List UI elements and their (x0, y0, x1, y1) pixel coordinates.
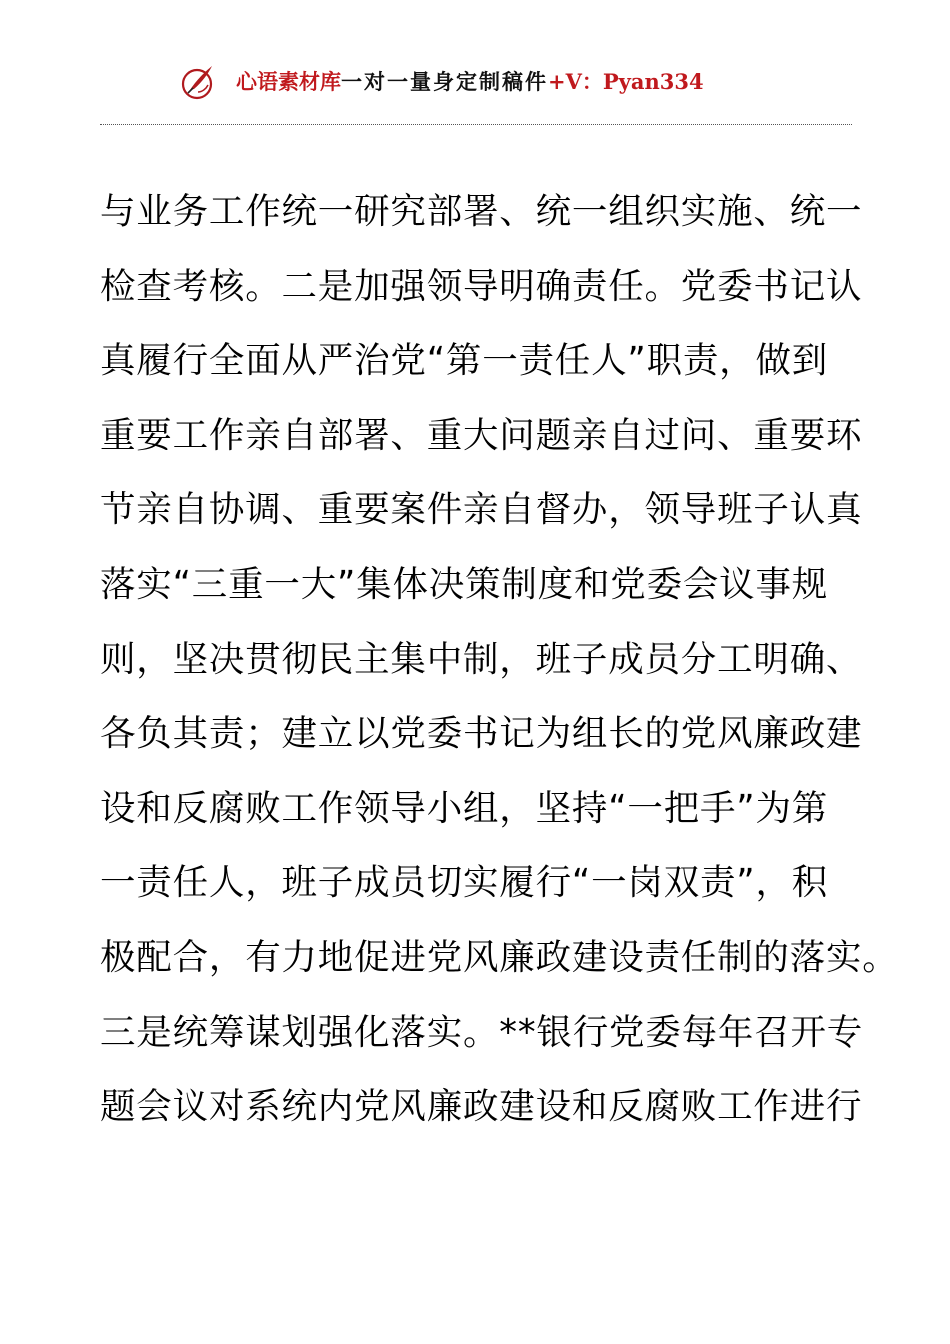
document-body (100, 175, 899, 1145)
text-line: 重要工作亲自部署、重大问题亲自过问、重要环 (100, 414, 863, 456)
text-line: 三是统筹谋划强化落实。**银行党委每年召开专 (100, 1011, 864, 1053)
text-line: 极配合，有力地促进党风廉政建设责任制的落实。 (100, 936, 899, 978)
page-header (0, 56, 950, 110)
text-line: 设和反腐败工作领导小组，坚持“一把手”为第 (100, 787, 829, 829)
text-line: 落实“三重一大”集体决策制度和党委会议事规 (100, 563, 829, 605)
text-line: 检查考核。二是加强领导明确责任。党委书记认 (100, 265, 863, 307)
text-line: 各负其责；建立以党委书记为组长的党风廉政建 (100, 713, 863, 755)
header-contact: +V：Pyan334 (548, 69, 704, 94)
header-brand: 心语素材库 (236, 69, 341, 94)
header-slogan: 一对一量身定制稿件 (341, 69, 548, 94)
text-line: 节亲自协调、重要案件亲自督办，领导班子认真 (100, 489, 863, 531)
text-line: 真履行全面从严治党“第一责任人”职责，做到 (100, 340, 829, 382)
quill-pen-logo-icon (178, 62, 218, 102)
text-line: 与业务工作统一研究部署、统一组织实施、统一 (100, 191, 863, 232)
text-line: 题会议对系统内党风廉政建设和反腐败工作进行 (100, 1086, 863, 1128)
text-line: 一责任人，班子成员切实履行“一岗双责”，积 (100, 862, 829, 904)
text-line: 则，坚决贯彻民主集中制，班子成员分工明确、 (100, 638, 863, 680)
header-divider (100, 124, 852, 125)
header-title (236, 66, 704, 98)
